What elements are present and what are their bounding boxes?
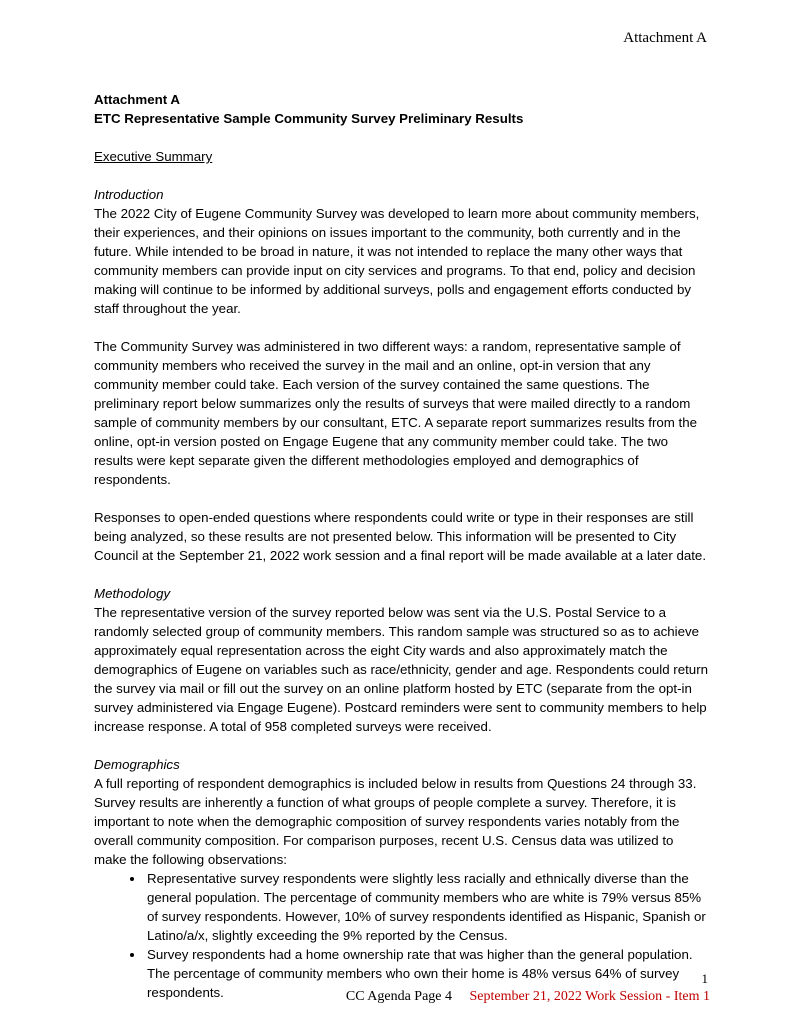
footer-session-label: September 21, 2022 Work Session - Item 1 [469,989,710,1004]
introduction-paragraph-3: Responses to open-ended questions where respondents could write or type in their responses are still being analyzed, so these results are not presented below. This information will be presented to City Council at the September 21, 2022 work session and a final report will be made available at a later date. [94,510,707,563]
demographics-bullet-list [94,869,708,1002]
page-footer [346,989,710,1005]
demographics-paragraph-1: A full reporting of respondent demographics is included below in results from Questions 24 through 33. Survey results are inherently a function of what groups of people complete a survey. Therefore, it is important to note when the demographic composition of survey respondents varies notably from the overall community composition. For comparison purposes, recent U.S. Census data was utilized to make the following observations: [94,776,697,867]
introduction-paragraph-2: The Community Survey was administered in two different ways: a random, representative sample of community members who received the survey in the mail and an online, opt-in version that any community member could take. Each version of the survey contained the same questions. The preliminary report below summarizes only the results of surveys that were mailed directly to a random sample of community members by our consultant, ETC. A separate report summarizes results from the online, opt-in version posted on Engage Eugene that any community member could take. The two results were kept separate given the different methodologies employed and demographics of respondents. [94,339,698,487]
document-body [94,90,708,1002]
page-number: 1 [701,971,708,986]
bullet-item-home-ownership: • Survey respondents had a home ownership rate that was higher than the general population. The percentage of community members who own their home is 48% versus 64% of survey respondents. [145,945,708,1002]
methodology-heading: Methodology [94,586,171,601]
introduction-paragraph-1: The 2022 City of Eugene Community Survey was developed to learn more about community members, their experiences, and their opinions on issues important to the community, both currently and in the future. While intended to be broad in nature, it was not intended to replace the many other ways that community members can provide input on city services and programs. To that end, policy and decision making will continue to be informed by additional surveys, polls and engagement efforts conducted by staff throughout the year. [94,206,700,316]
introduction-heading: Introduction [94,187,164,202]
demographics-heading: Demographics [94,757,180,772]
footer-agenda-label: CC Agenda Page 4 [345,989,453,1004]
executive-summary-heading: Executive Summary [94,149,213,164]
bullet-item-diversity: • Representative survey respondents were slightly less racially and ethnically diverse than the general population. The percentage of community members who are white is 79% versus 85% of survey respondents. However, 10% of survey respondents identified as Hispanic, Spanish or Latino/a/x, slightly exceeding the 9% reported by the Census. [145,869,708,945]
methodology-paragraph-1: The representative version of the survey reported below was sent via the U.S. Postal Service to a randomly selected group of community members. This random sample was structured so as to achieve approximately equal representation across the eight City wards and also approximately match the demographics of Eugene on variables such as race/ethnicity, gender and age. Respondents could return the survey via mail or fill out the survey on an online platform hosted by ETC (separate from the opt-in survey administered via Engage Eugene). Postcard reminders were sent to community members to help increase response. A total of 958 completed surveys were received. [94,605,709,734]
title-line-2: ETC Representative Sample Community Survey Preliminary Results [94,111,524,126]
attachment-corner-label: Attachment A [623,30,707,46]
title-line-1: Attachment A [94,92,180,107]
document-title [94,90,708,128]
